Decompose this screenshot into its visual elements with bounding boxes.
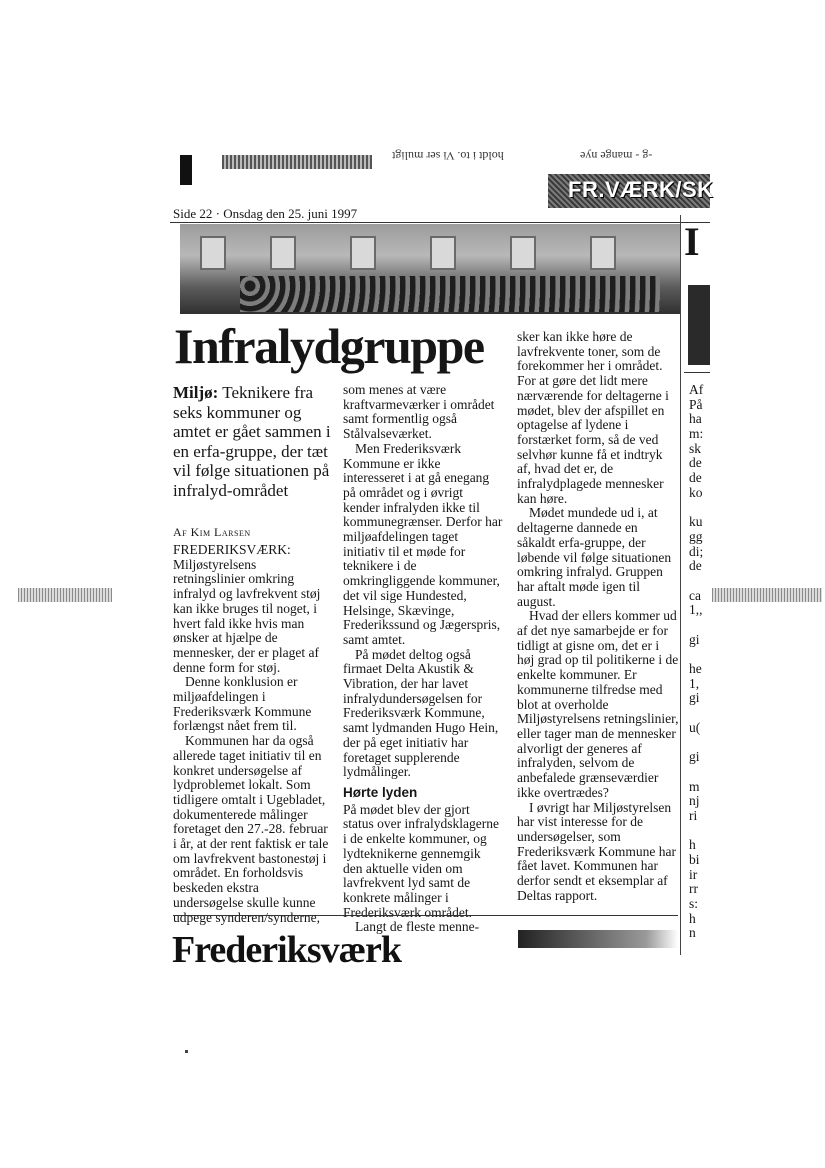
neighbour-text-line (689, 824, 711, 839)
neighbour-text-line: de (689, 558, 702, 574)
paragraph: Mødet mundede ud i, at deltagerne dannede en såkaldt erfa-gruppe, der løbende vil følge situationen omkring infralyd. Gruppen har aftalt møde igen til august. (517, 505, 672, 609)
neighbour-text-line: he (689, 661, 702, 677)
paragraph: sker kan ikke høre de lavfrekvente toner, som de forekommer her i området. For at gøre det lidt mere nærværende for deltagerne i mødet, blev der afspillet en optagelse af lydene i forstærket form, så de ved selvhør kunne få et indtryk af, hvad det er, de infralydplagede mennesker kan høre. (517, 329, 669, 506)
neighbour-text-line (689, 501, 711, 516)
neighbour-text-line: m: (689, 426, 704, 442)
neighbour-text-line: bi (689, 852, 700, 867)
neighbour-text-line: sk (689, 440, 702, 456)
paragraph: På mødet deltog også firmaet Delta Akustik & Vibration, der har lavet infralydundersøgelsen for Frederiksværk Kommune, samt lydmanden Hugo Hein, der på eget initiativ har foretaget supplerende lydmålinger. (343, 646, 499, 780)
byline: Af Kim Larsen (173, 525, 251, 539)
neighbour-article-fragment (684, 220, 700, 264)
next-article-headline: Frederiksværk (172, 929, 402, 971)
neighbour-text-line (689, 736, 711, 751)
neighbour-text-line: n (689, 925, 696, 941)
header-hatch-strip (222, 155, 372, 169)
neighbour-rule (684, 372, 710, 373)
paragraph: Hvad der ellers kommer ud af det nye samarbejde er for tidligt at gisne om, det er i høj grad op til politikerne i de enkelte kommuner. Er kommunerne tilfredse med blot at overholde Miljøstyrelsens retningslinier, eller tager man de mennesker alvorligt der generes af infralyden, selvom de anbefalede grænseværdier ikke overtrædes? (517, 608, 679, 800)
column-divider (680, 215, 681, 955)
paragraph: Men Frederiksværk Kommune er ikke interesseret i at gå enegang på området og i øvrigt kender infralyden ikke til kommunegrænser. Derfor har miljøafdelingen taget initiativ til et møde for teknikere i de omkringliggende kommuner, det vil sige Hundested, Helsinge, Skævinge, Frederikssund og Jægerspris, samt amtet. (343, 440, 503, 647)
page-corner-mark (180, 155, 192, 185)
neighbour-text-line: de (689, 470, 702, 486)
lead-label: Miljø: (173, 383, 219, 402)
upside-down-text-2: -g - mange nye (580, 149, 653, 163)
neighbour-text-line: u( (689, 719, 701, 735)
paragraph: Langt de fleste menne- (355, 919, 480, 935)
photo-crowd (240, 276, 660, 312)
neighbour-text-line (689, 618, 711, 633)
section-banner (548, 174, 714, 208)
scan-noise-left (18, 588, 112, 602)
paragraph: Denne konklusion er miljøafdelingen i Frederiksværk Kommune forlængst nået frem til. (173, 674, 312, 734)
neighbour-text-line: gi (689, 631, 700, 647)
photo-window (270, 236, 296, 270)
bottom-rule (173, 915, 678, 916)
scan-speck (185, 1050, 188, 1053)
dateline-text: Side 22 · Onsdag den 25. juni 1997 (173, 206, 358, 221)
neighbour-text-lines (689, 383, 711, 941)
neighbour-text-line (689, 574, 711, 589)
upside-down-text: holdt i to. Vi ser muligt (392, 149, 504, 163)
photo-window (430, 236, 456, 270)
article-title: Infralydgruppe (174, 318, 484, 374)
neighbour-text-line: h (689, 910, 696, 926)
paragraph: I øvrigt har Miljøstyrelsen har vist interesse for de undersøgelser, som Frederiksværk Kommune har fået lavet. Kommunen har derfor sendt et eksemplar af Deltas rapport. (517, 799, 676, 903)
article-photo (180, 224, 680, 314)
neighbour-text-line (689, 647, 711, 662)
paragraph: Kommunen har da også allerede taget initiativ til en konkret undersøgelse af lydproblemet lokalt. Som tidligere omtalt i Ugebladet, dokumenterede målinger foretaget den 27.-28. februar i år, at der rent faktisk er tale om lavfrekvent bastonestøj i området. En forholdsvis beskeden ekstra undersøgelse skulle kunne udpege synderen/synderne, (173, 733, 329, 925)
paragraph: FREDERIKSVÆRK: Miljøstyrelsens retningslinier omkring infralyd og lavfrekvent støj kan ikke bruges til noget, i hvert fald ikke hvis man ønsker at hjælpe de mennesker, der er plaget af denne form for støj. (173, 542, 321, 675)
neighbour-text-line: ha (689, 411, 702, 427)
photo-window (200, 236, 226, 270)
article-lead (173, 383, 335, 500)
photo-window (590, 236, 616, 270)
article-column-1 (173, 543, 331, 925)
lead-text: Teknikere fra seks kommuner og amtet er gået sammen i en erfa-gruppe, der tæt vil følge situationen på infralyd-området (173, 383, 331, 500)
neighbour-text-line (689, 765, 711, 780)
neighbour-text-line: 1,, (689, 602, 703, 618)
neighbour-text-line: Af (689, 382, 704, 397)
neighbour-text-line: m (689, 778, 700, 794)
neighbour-text-line (689, 706, 711, 721)
scan-noise-right (712, 588, 822, 602)
neighbour-text-line: 1, (689, 675, 700, 691)
dateline (173, 206, 357, 222)
section-banner-label: FR.VÆRK/SK (568, 177, 714, 202)
neighbour-text-line: nj (689, 793, 700, 809)
neighbour-text-line: rr (689, 881, 698, 897)
neighbour-text-line: gi (689, 690, 700, 706)
neighbour-text-line: På (689, 396, 703, 412)
neighbour-text-line: ri (689, 807, 698, 823)
paragraph: På mødet blev der gjort status over infralydsklagerne i de enkelte kommuner, og lydteknikerne gennemgik den aktuelle viden om lavfrekvent lyd samt de konkrete målinger i Frederiksværk området. (343, 801, 499, 920)
neighbour-text-line: di; (689, 543, 704, 559)
neighbour-big-letter: I (684, 219, 700, 264)
subheading: Hørte lyden (343, 784, 418, 800)
neighbour-text-line: ku (689, 514, 703, 530)
paragraph: som menes at være kraftvarmeværker i området samt formentlig også Stålvalseværket. (343, 382, 495, 442)
neighbour-text-line: ir (689, 866, 698, 882)
neighbour-text-line: de (689, 455, 702, 471)
article-column-3 (517, 330, 679, 903)
next-article-photo-fragment (518, 930, 678, 948)
neighbour-text-line: ca (689, 587, 701, 603)
neighbour-photo-fragment (688, 285, 710, 365)
photo-window (510, 236, 536, 270)
neighbour-text-line: h (689, 837, 696, 853)
article-column-2 (343, 383, 503, 935)
neighbour-text-line: gg (689, 528, 703, 544)
neighbour-text-line: ko (689, 484, 703, 500)
photo-window (350, 236, 376, 270)
neighbour-text-line: gi (689, 749, 700, 765)
dateline-rule (170, 222, 710, 223)
neighbour-text-line: s: (689, 896, 699, 912)
